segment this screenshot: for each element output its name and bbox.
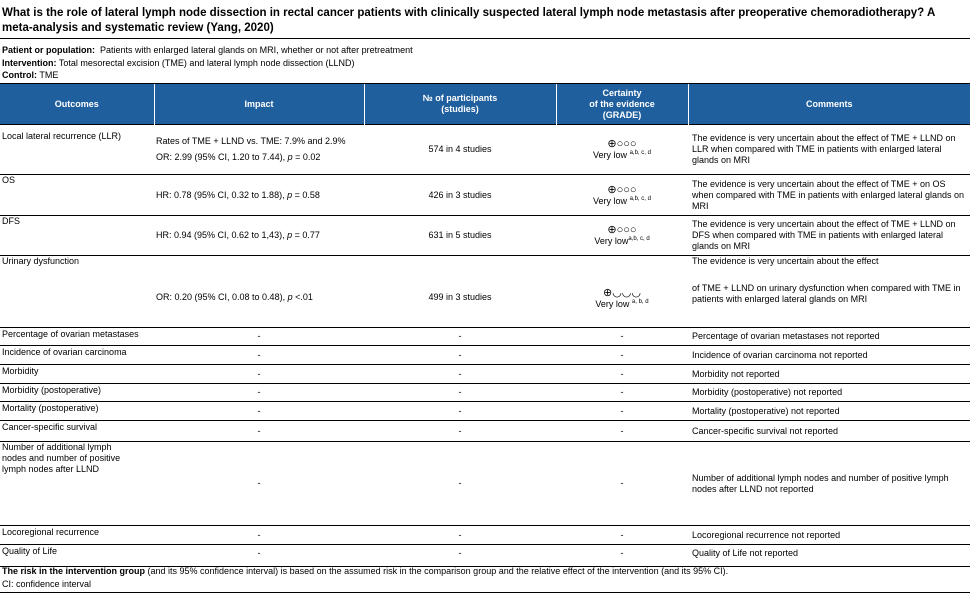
intervention-label: Intervention: bbox=[2, 58, 57, 68]
outcome-cell: Morbidity bbox=[0, 365, 154, 384]
comment-cell: Morbidity not reported bbox=[688, 365, 970, 384]
comment-cell: Incidence of ovarian carcinoma not reported bbox=[688, 346, 970, 365]
certainty-text: Very low bbox=[595, 299, 630, 309]
summary-of-findings-table bbox=[0, 84, 970, 563]
outcome-cell: Incidence of ovarian carcinoma bbox=[0, 346, 154, 365]
certainty-rating bbox=[558, 299, 686, 310]
impact-cell: - bbox=[154, 346, 364, 365]
table-row bbox=[0, 125, 970, 175]
table-row bbox=[0, 526, 970, 545]
participants-cell: - bbox=[364, 365, 556, 384]
impact-cell: - bbox=[154, 384, 364, 402]
certainty-text: Very low bbox=[593, 150, 628, 160]
impact-stat: OR: 2.99 (95% CI, 1.20 to 7.44), bbox=[156, 152, 288, 162]
header-certainty bbox=[556, 84, 688, 125]
impact-line2 bbox=[156, 152, 362, 163]
certainty-symbols-icon: ⊕○○○ bbox=[607, 224, 637, 236]
control-value: TME bbox=[39, 70, 59, 80]
table-row bbox=[0, 365, 970, 384]
header-comments: Comments bbox=[688, 84, 970, 125]
unreported-outcomes bbox=[0, 328, 970, 563]
outcome-cell: DFS bbox=[0, 216, 154, 256]
participants-cell: 574 in 4 studies bbox=[364, 125, 556, 175]
impact-p: p bbox=[287, 292, 293, 302]
footer-bold: The risk in the intervention group bbox=[2, 566, 146, 576]
participants-cell: - bbox=[364, 526, 556, 545]
participants-cell: 631 in 5 studies bbox=[364, 216, 556, 256]
certainty-cell: - bbox=[556, 328, 688, 346]
table-row bbox=[0, 384, 970, 402]
certainty-footnotes: a,b, c, d bbox=[628, 236, 650, 242]
control-label: Control: bbox=[2, 70, 37, 80]
participants-cell: 499 in 3 studies bbox=[364, 256, 556, 328]
title-divider bbox=[0, 38, 970, 39]
header-certainty-line1: Certainty bbox=[602, 87, 642, 98]
comment-rest: of TME + LLND on urinary dysfunction when compared with TME in patients with enlarged lateral glands on MRI bbox=[692, 283, 961, 304]
participants-cell: - bbox=[364, 402, 556, 421]
comment-cell: Cancer-specific survival not reported bbox=[688, 421, 970, 442]
impact-cell bbox=[154, 216, 364, 256]
participants-cell: - bbox=[364, 328, 556, 346]
comment-cell bbox=[688, 256, 970, 328]
table-header-row bbox=[0, 84, 970, 125]
certainty-cell bbox=[556, 256, 688, 328]
certainty-text: Very low bbox=[593, 195, 628, 206]
outcome-cell: OS bbox=[0, 175, 154, 216]
outcome-cell: Urinary dysfunction bbox=[0, 256, 154, 328]
comment-cell: Locoregional recurrence not reported bbox=[688, 526, 970, 545]
participants-cell: - bbox=[364, 421, 556, 442]
certainty-cell bbox=[556, 175, 688, 216]
participants-cell: 426 in 3 studies bbox=[364, 175, 556, 216]
impact-cell bbox=[154, 256, 364, 328]
impact-p-value: = 0.77 bbox=[292, 230, 320, 240]
impact-stat: OR: 0.20 (95% CI, 0.08 to 0.48), bbox=[156, 292, 288, 302]
impact-cell: - bbox=[154, 526, 364, 545]
impact-cell bbox=[154, 125, 364, 175]
table-row bbox=[0, 256, 970, 328]
table-row bbox=[0, 216, 970, 256]
certainty-cell: - bbox=[556, 545, 688, 563]
impact-p: p bbox=[287, 152, 293, 162]
header-participants bbox=[364, 84, 556, 125]
certainty-cell: - bbox=[556, 526, 688, 545]
table-row bbox=[0, 346, 970, 365]
outcome-cell: Cancer-specific survival bbox=[0, 421, 154, 442]
comment-cell: Quality of Life not reported bbox=[688, 545, 970, 563]
impact-line1: Rates of TME + LLND vs. TME: 7.9% and 2.9% bbox=[156, 136, 346, 146]
certainty-symbols-icon: ⊕○○○ bbox=[607, 183, 637, 196]
header-impact: Impact bbox=[154, 84, 364, 125]
comment-cell: The evidence is very uncertain about the effect of TME + LLND on DFS when compared with TME in patients with enlarged lateral glands on MRI bbox=[688, 216, 970, 256]
impact-cell bbox=[154, 175, 364, 216]
impact-cell: - bbox=[154, 442, 364, 526]
table-row bbox=[0, 175, 970, 216]
population-value: Patients with enlarged lateral glands on MRI, whether or not after pretreatment bbox=[100, 45, 413, 55]
header-certainty-line2: of the evidence bbox=[589, 98, 655, 109]
certainty-rating bbox=[558, 150, 686, 161]
certainty-footnotes: a, b, d bbox=[631, 299, 649, 305]
certainty-footnotes: a,b, c, d bbox=[629, 195, 651, 202]
impact-cell: - bbox=[154, 365, 364, 384]
participants-cell: - bbox=[364, 346, 556, 365]
participants-cell: - bbox=[364, 384, 556, 402]
comment-cell: The evidence is very uncertain about the effect of TME + on OS when compared with TME in patients with enlarged lateral glands on MRI bbox=[688, 175, 970, 216]
comment-cell: Mortality (postoperative) not reported bbox=[688, 402, 970, 421]
header-participants-line1: № of participants bbox=[422, 93, 498, 103]
participants-cell: - bbox=[364, 545, 556, 563]
comment-top: The evidence is very uncertain about the effect bbox=[692, 256, 879, 266]
footer-note bbox=[2, 566, 728, 577]
certainty-cell: - bbox=[556, 442, 688, 526]
population-label: Patient or population: bbox=[2, 45, 95, 55]
certainty-cell: - bbox=[556, 402, 688, 421]
table-row bbox=[0, 328, 970, 346]
certainty-symbols-icon: ⊕○○○ bbox=[607, 138, 637, 150]
footer-bottom-rule bbox=[0, 592, 970, 593]
certainty-symbols-icon: ⊕◡◡◡ bbox=[602, 287, 641, 299]
impact-p: p bbox=[287, 189, 293, 200]
header-certainty-line3: (GRADE) bbox=[602, 109, 642, 120]
comment-cell: Morbidity (postoperative) not reported bbox=[688, 384, 970, 402]
header-participants-line2: (studies) bbox=[441, 104, 479, 114]
outcome-cell: Percentage of ovarian metastases bbox=[0, 328, 154, 346]
intervention-value: Total mesorectal excision (TME) and lateral lymph node dissection (LLND) bbox=[58, 58, 355, 68]
comment-cell: Number of additional lymph nodes and number of positive lymph nodes after LLND not reported bbox=[688, 442, 970, 526]
impact-p-value: = 0.02 bbox=[292, 152, 321, 162]
certainty-rating bbox=[558, 196, 686, 207]
population-line bbox=[2, 45, 413, 56]
footer-rest: (and its 95% confidence interval) is based on the assumed risk in the comparison group and the relative effect of the intervention (and its 95% CI). bbox=[145, 566, 729, 576]
outcome-cell: Number of additional lymph nodes and number of positive lymph nodes after LLND bbox=[0, 442, 154, 526]
intervention-line bbox=[2, 58, 354, 69]
certainty-cell bbox=[556, 125, 688, 175]
table-row bbox=[0, 402, 970, 421]
table-row bbox=[0, 545, 970, 563]
table-row bbox=[0, 442, 970, 526]
impact-cell: - bbox=[154, 545, 364, 563]
comment-cell: The evidence is very uncertain about the effect of TME + LLND on LLR when compared with TME in patients with enlarged lateral glands on MRI bbox=[688, 125, 970, 175]
participants-cell: - bbox=[364, 442, 556, 526]
table-row bbox=[0, 421, 970, 442]
impact-stat: HR: 0.94 (95% CI, 0.62 to 1,43), bbox=[156, 230, 288, 240]
impact-p: p bbox=[287, 230, 293, 240]
certainty-cell: - bbox=[556, 365, 688, 384]
certainty-footnotes: a,b, c, d bbox=[629, 150, 651, 156]
impact-cell: - bbox=[154, 421, 364, 442]
outcome-cell: Locoregional recurrence bbox=[0, 526, 154, 545]
certainty-cell: - bbox=[556, 346, 688, 365]
outcome-cell: Local lateral recurrence (LLR) bbox=[0, 125, 154, 175]
certainty-cell: - bbox=[556, 384, 688, 402]
certainty-rating bbox=[558, 236, 686, 247]
comment-cell: Percentage of ovarian metastases not reported bbox=[688, 328, 970, 346]
certainty-text: Very low bbox=[594, 236, 629, 246]
impact-p-value: <.01 bbox=[292, 292, 313, 302]
footer-ci: CI: confidence interval bbox=[2, 579, 92, 589]
impact-cell: - bbox=[154, 328, 364, 346]
page-title: What is the role of lateral lymph node dissection in rectal cancer patients with clinically suspected lateral lymph node metastasis after preoperative chemoradiotherapy? A meta-analysis and systematic review (Yang, 2020) bbox=[2, 7, 935, 34]
outcome-cell: Mortality (postoperative) bbox=[0, 402, 154, 421]
impact-p-value: = 0.58 bbox=[292, 189, 320, 200]
certainty-cell: - bbox=[556, 421, 688, 442]
impact-stat: HR: 0.78 (95% CI, 0.32 to 1.88), bbox=[156, 189, 288, 200]
impact-cell: - bbox=[154, 402, 364, 421]
header-outcomes: Outcomes bbox=[0, 84, 154, 125]
outcome-cell: Quality of Life bbox=[0, 545, 154, 563]
control-line bbox=[2, 70, 58, 81]
outcome-cell: Morbidity (postoperative) bbox=[0, 384, 154, 402]
certainty-cell bbox=[556, 216, 688, 256]
